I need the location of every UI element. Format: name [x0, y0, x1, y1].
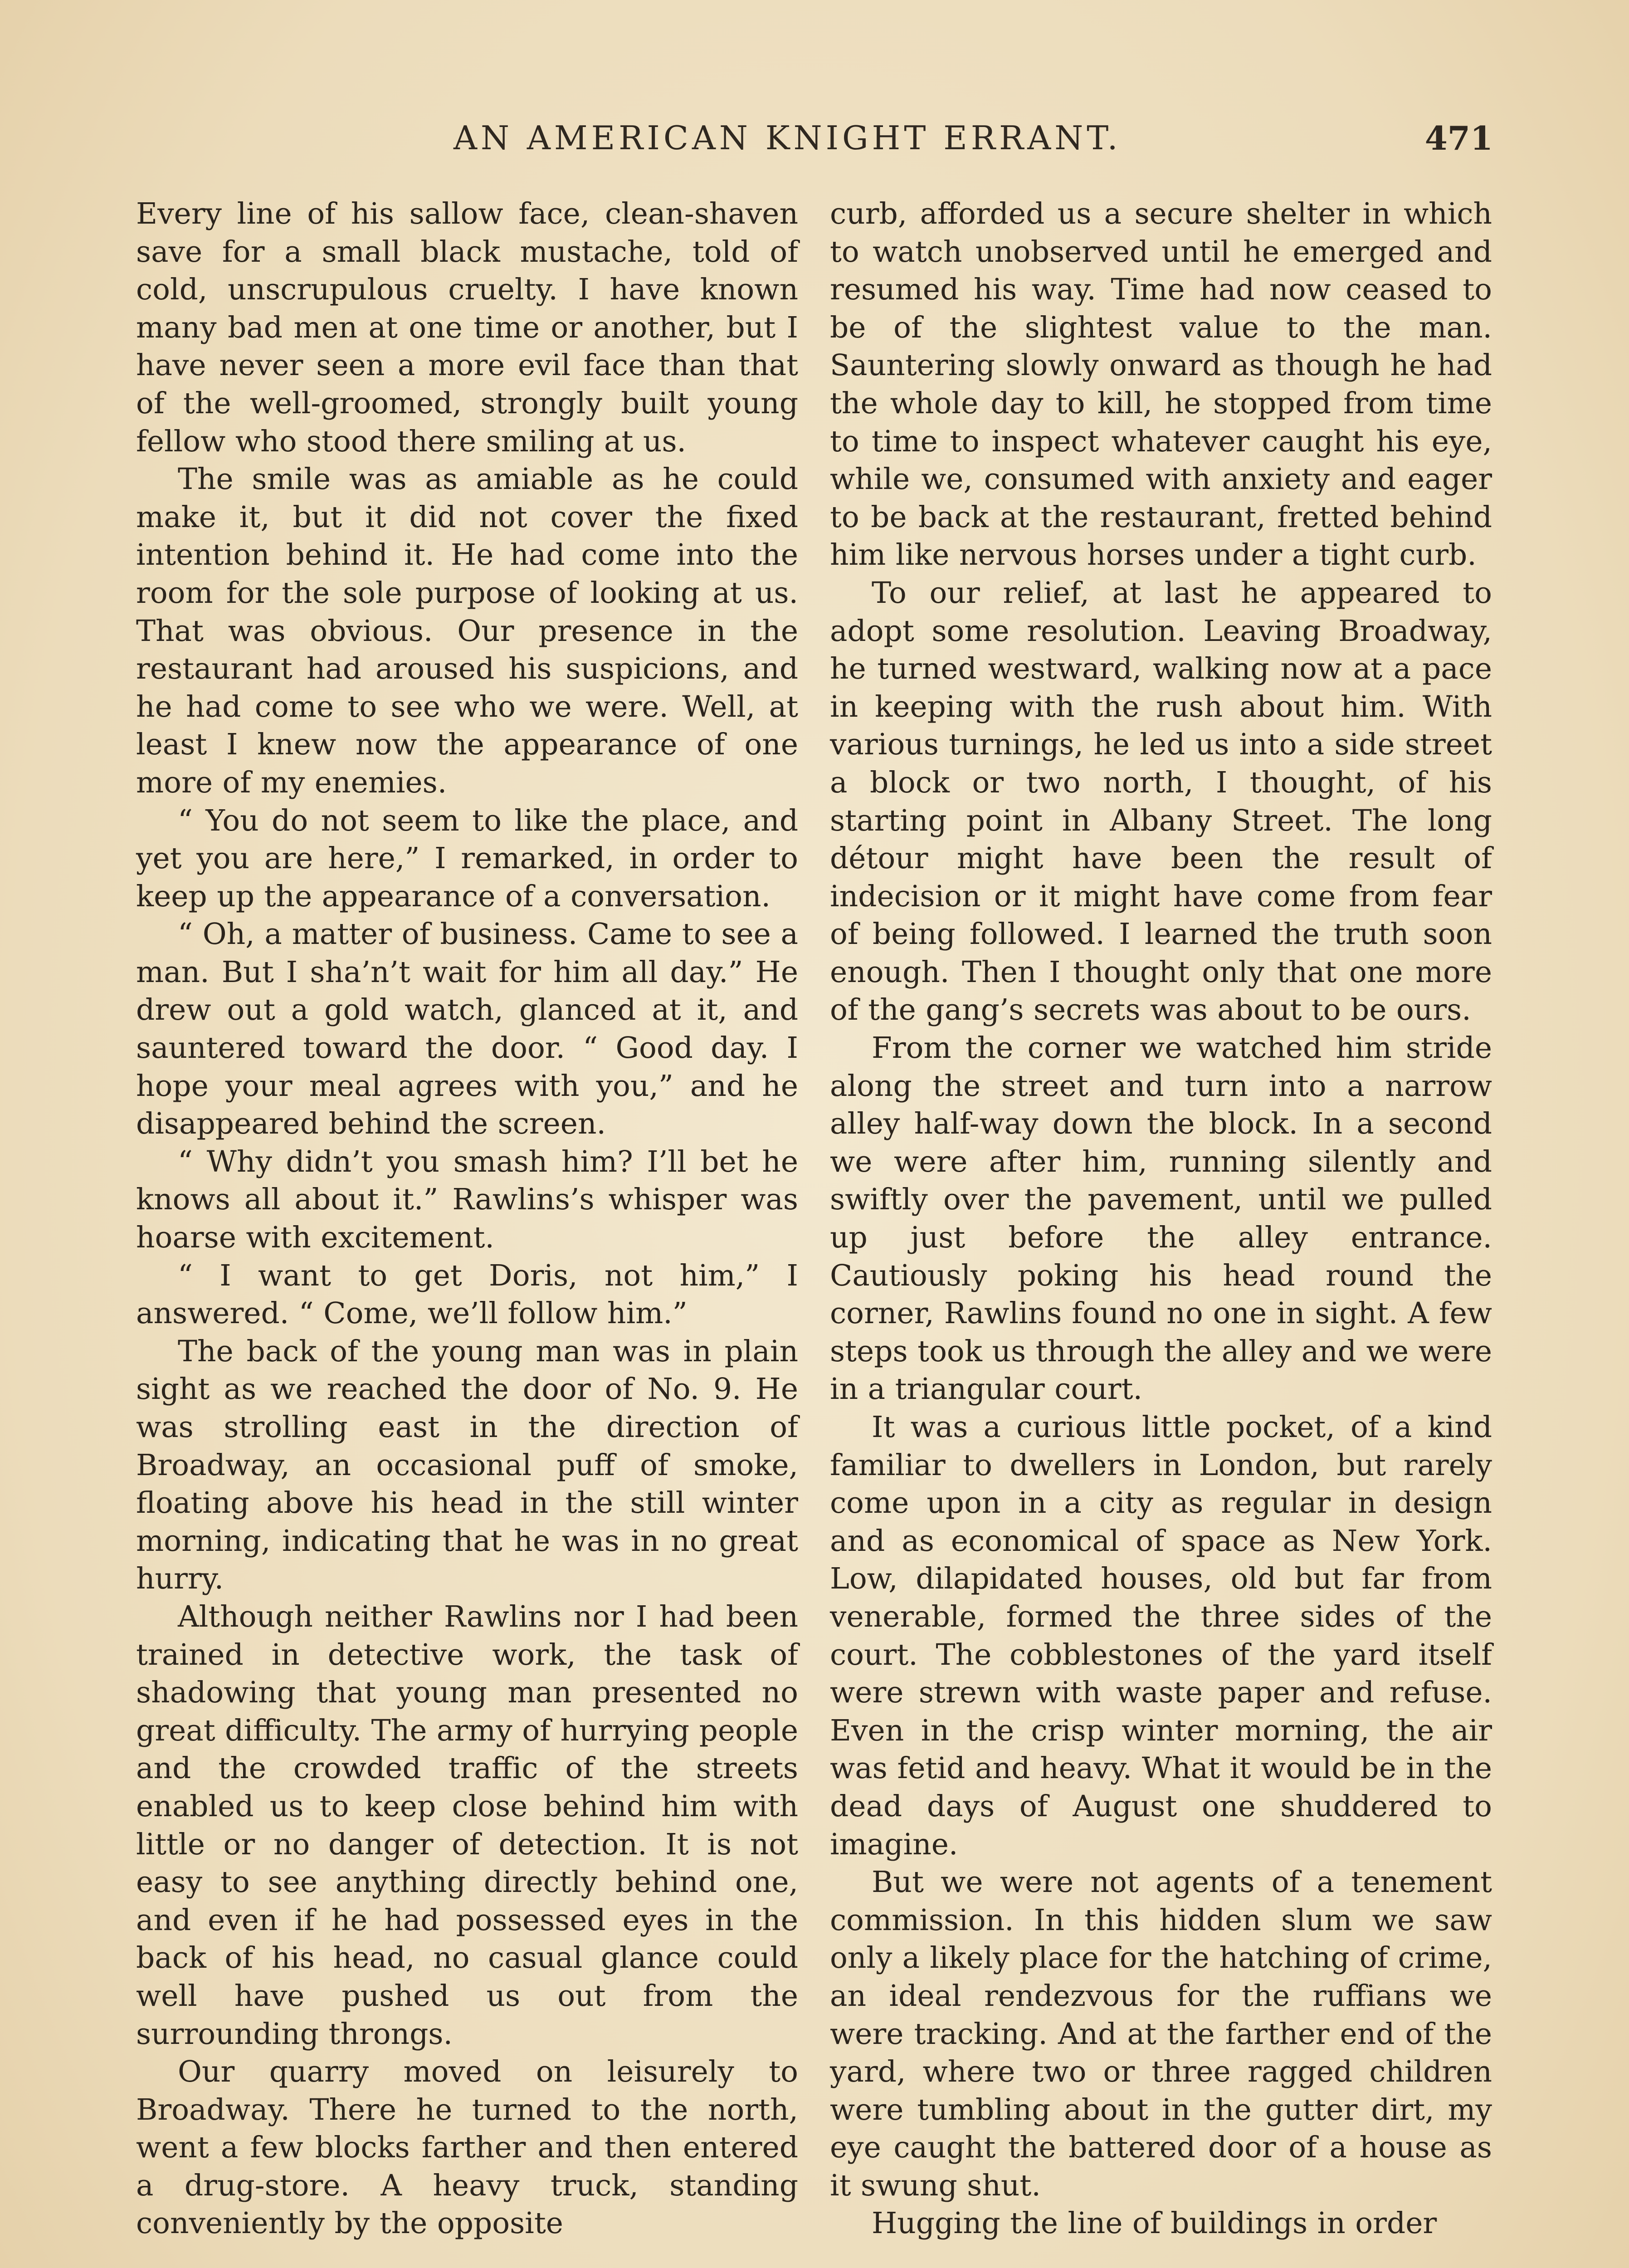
paragraph: It was a curious little pocket, of a kind familiar to dwellers in London, but rarely come upon in a city as regular in design and as economical of space as New York. Low, dilapidated houses, old but far from venerable, formed the three sides of the court. The cobblestones of the yard itself were strewn with waste paper and refuse. Even in the crisp winter morning, the air was fetid and heavy. What it would be in the dead days of August one shuddered to imagine.: [830, 1410, 1492, 1862]
paragraph: “ I want to get Doris, not him,” I answered. “ Come, we’ll follow him.”: [136, 1258, 798, 1331]
paragraph: Every line of his sallow face, clean-shaven save for a small black mustache, told of cold, unscrupulous cruelty. I have known many bad men at one time or another, but I have never seen a more evil face than that of the well-groomed, strongly built young fellow who stood there smiling at us.: [136, 197, 798, 459]
right-column: [830, 195, 1492, 2243]
running-title: AN AMERICAN KNIGHT ERRANT.: [454, 119, 1122, 157]
paragraph: “ Oh, a matter of business. Came to see a man. But I sha’n’t wait for him all day.” He drew out a gold watch, glanced at it, and sauntered toward the door. “ Good day. I hope your meal agrees with you,” and he disappeared behind the screen.: [136, 917, 798, 1141]
paragraph: To our relief, at last he appeared to adopt some resolution. Leaving Broadway, he turned westward, walking now at a pace in keeping with the rush about him. With various turnings, he led us into a side street a block or two north, I thought, of his starting point in Albany Street. The long détour might have been the result of indecision or it might have come from fear of being followed. I learned the truth soon enough. Then I thought only that one more of the gang’s secrets was about to be ours.: [830, 576, 1492, 1027]
paragraph: Although neither Rawlins nor I had been trained in detective work, the task of shadowing that young man presented no great difficulty. The army of hurrying people and the crowded traffic of the streets enabled us to keep close behind him with little or no danger of detection. It is not easy to see anything directly behind one, and even if he had possessed eyes in the back of his head, no casual glance could well have pushed us out from the surrounding throngs.: [136, 1599, 798, 2051]
paragraph: The smile was as amiable as he could make it, but it did not cover the fixed intention behind it. He had come into the room for the sole purpose of looking at us. That was obvious. Our presence in the restaurant had aroused his suspicions, and he had come to see who we were. Well, at least I knew now the appearance of one more of my enemies.: [136, 462, 798, 800]
page-number: 471: [1424, 119, 1493, 157]
paragraph: “ You do not seem to like the place, and yet you are here,” I remarked, in order to keep up the appearance of a conversation.: [136, 803, 798, 914]
left-column: [136, 195, 798, 2243]
paragraph: But we were not agents of a tenement commission. In this hidden slum we saw only a likely place for the hatching of crime, an ideal rendezvous for the ruffians we were tracking. And at the farther end of the yard, where two or three ragged children were tumbling about in the gutter dirt, my eye caught the battered door of a house as it swung shut.: [830, 1865, 1492, 2203]
paragraph: Our quarry moved on leisurely to Broadway. There he turned to the north, went a few blocks farther and then entered a drug-store. A heavy truck, standing conveniently by the opposite: [136, 2055, 798, 2241]
paragraph: “ Why didn’t you smash him? I’ll bet he knows all about it.” Rawlins’s whisper was hoarse with excitement.: [136, 1144, 798, 1255]
paragraph: From the corner we watched him stride along the street and turn into a narrow alley half-way down the block. In a second we were after him, running silently and swiftly over the pavement, until we pulled up just before the alley entrance. Cautiously poking his head round the corner, Rawlins found no one in sight. A few steps took us through the alley and we were in a triangular court.: [830, 1031, 1492, 1407]
paragraph: The back of the young man was in plain sight as we reached the door of No. 9. He was strolling east in the direction of Broadway, an occasional puff of smoke, floating above his head in the still winter morning, indicating that he was in no great hurry.: [136, 1334, 798, 1596]
paragraph: curb, afforded us a secure shelter in which to watch unobserved until he emerged and resumed his way. Time had now ceased to be of the slightest value to the man. Sauntering slowly onward as though he had the whole day to kill, he stopped from time to time to inspect whatever caught his eye, while we, consumed with anxiety and eager to be back at the restaurant, fretted behind him like nervous horses under a tight curb.: [830, 197, 1492, 572]
paragraph: Hugging the line of buildings in order: [872, 2206, 1437, 2241]
running-head: [127, 119, 1493, 169]
